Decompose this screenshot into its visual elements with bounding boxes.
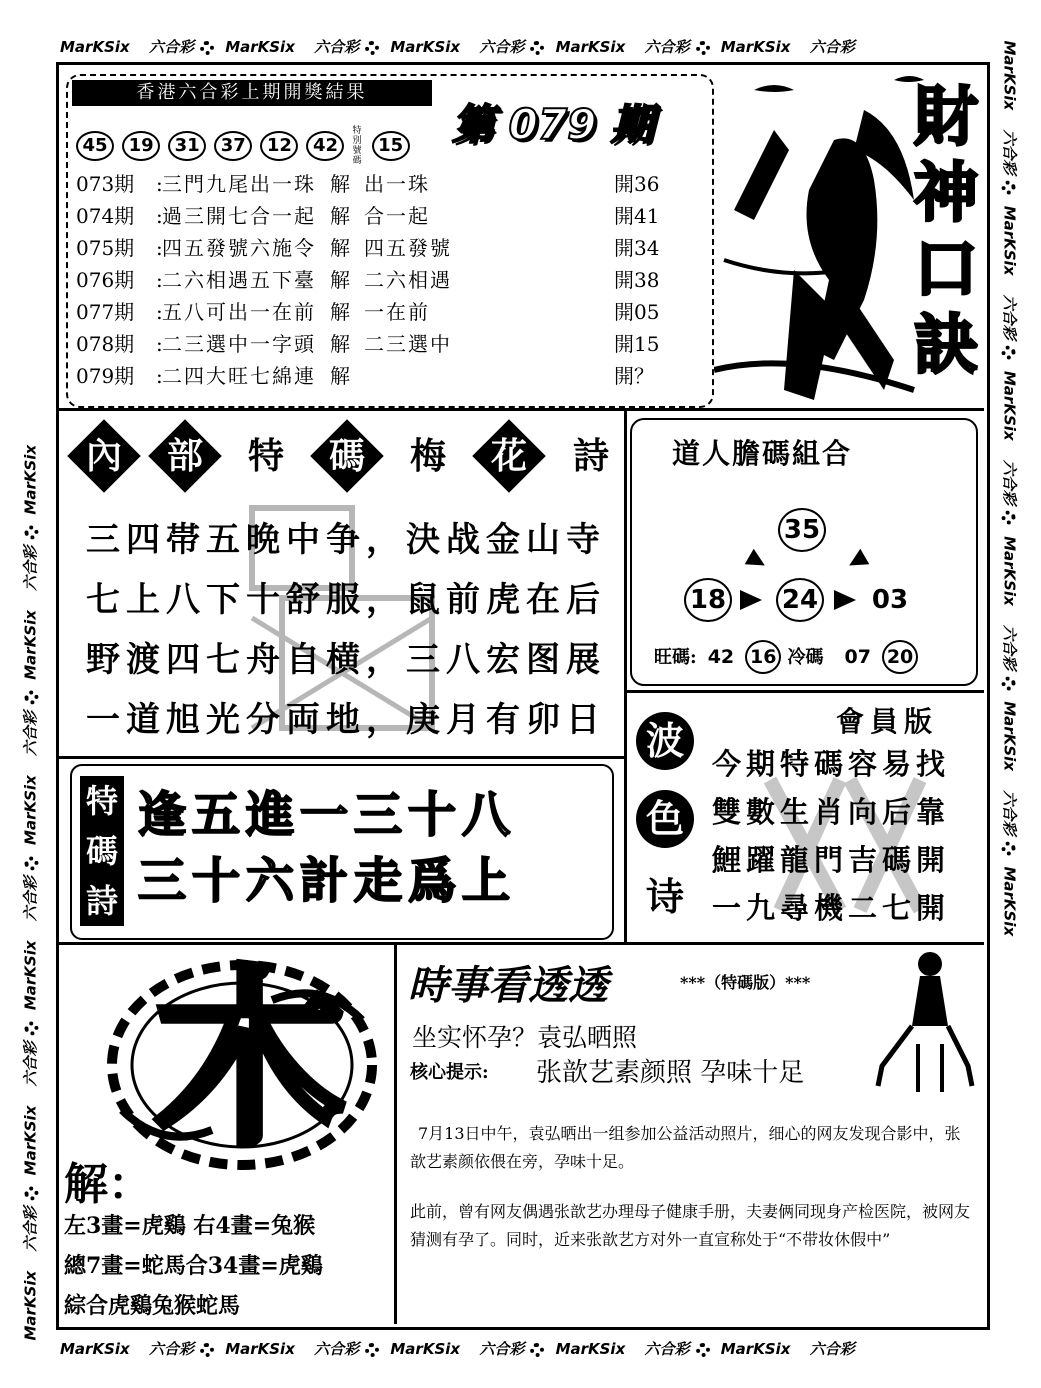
history-solve-label: 解 [330, 364, 350, 388]
brand-cn: 六合彩 [479, 1340, 525, 1358]
news-para2: 此前，曾有网友偶遇张歆艺办理母子健康手册，夫妻俩同现身产检医院，被网友猜测有孕了。同时，近来张歆艺方对外一直宣称处于“不带妆休假中” [410, 1202, 971, 1249]
hot-number: 42 [707, 646, 735, 668]
title-char: 神 [914, 156, 978, 231]
brand-en: MarKSix [1000, 866, 1019, 937]
brand-cn: 六合彩 [21, 545, 40, 591]
wave-poem-line: 雙數生肖向后靠 [712, 795, 951, 829]
history-period: 074期 [76, 204, 135, 228]
brand-en: MarKSix [225, 38, 295, 56]
divider [56, 942, 984, 945]
riddle-solve-line: 左3畫=虎鷄 右4畫=兔猴 [64, 1213, 316, 1239]
brand-cn: 六合彩 [21, 1041, 40, 1087]
history-riddle: 五八可出一在前 [162, 300, 316, 324]
riddle-character: 木 [154, 948, 345, 1171]
history-solve-label: 解 [330, 300, 350, 324]
flower-icon [530, 1343, 544, 1357]
brand-cn: 六合彩 [21, 710, 40, 756]
brand-en: MarKSix [390, 38, 461, 56]
history-result: 開？ [614, 364, 654, 388]
history-period: 079期 [76, 364, 135, 388]
brand-en: MarKSix [1000, 536, 1019, 606]
history-riddle: 二三選中一字頭 [162, 332, 316, 356]
title-diamond: 花 [473, 419, 547, 493]
special-poem-line: 三十六計走爲上 [138, 853, 517, 909]
brand-en: MarKSix [21, 1270, 40, 1341]
special-poem-lines [138, 782, 608, 914]
brand-en: MarKSix [1000, 205, 1019, 276]
flower-icon [530, 41, 544, 55]
news-figure [870, 944, 980, 1098]
title-diamond: 碼 [311, 419, 385, 493]
news-title: 時事看透透 [408, 963, 608, 1009]
history-solve-label: 解 [330, 332, 350, 356]
result-ball: 12 [260, 131, 298, 161]
brand-en: MarKSix [1000, 701, 1019, 771]
title-diamond: 詩 [572, 435, 609, 477]
special-label: 特別號碼 [352, 126, 362, 166]
history-row: 076期 :二六相遇五下臺 解 二六相遇 開38 [76, 264, 696, 296]
history-result: 開15 [614, 332, 660, 356]
brand-en: MarKSix [21, 444, 40, 515]
history-solve-label: 解 [330, 172, 350, 196]
wave-side-char: 色 [636, 790, 694, 848]
history-answer: 合一起 [364, 204, 430, 228]
title-diamond: 梅 [410, 435, 447, 477]
side-char: 詩 [85, 882, 118, 920]
riddle-solve-title: 解： [64, 1159, 152, 1210]
history-riddle: 四五發號六施令 [162, 236, 316, 260]
history-result: 開36 [614, 172, 660, 196]
brand-cn: 六合彩 [1000, 790, 1019, 836]
history-result: 開05 [614, 300, 660, 324]
brand-en: MarKSix [720, 38, 791, 56]
cold-label: 冷碼 [787, 647, 824, 668]
history-answer: 二三選中 [364, 332, 452, 356]
history-riddle: 二四大旺七綿連 [162, 364, 316, 388]
brand-cn: 六合彩 [148, 38, 194, 56]
riddle-solve-line: 總7畫=蛇馬合34畫=虎鷄 [64, 1253, 323, 1279]
brand-cn: 六合彩 [1000, 459, 1019, 505]
flower-icon [200, 41, 214, 55]
brand-cn: 六合彩 [314, 38, 360, 56]
history-row: 077期 :五八可出一在前 解 一在前 開05 [76, 296, 696, 328]
history-row: 079期 :二四大旺七綿連 解 開？ [76, 360, 696, 392]
border-left [20, 41, 41, 1341]
flower-icon [1002, 841, 1016, 855]
wave-poem-edition: 會員版 [836, 705, 939, 738]
history-answer: 二六相遇 [364, 268, 452, 292]
history-period: 073期 [76, 172, 135, 196]
brand-cn: 六合彩 [809, 1340, 855, 1358]
fortune-god-title [908, 80, 984, 384]
flower-icon [200, 1343, 214, 1357]
flower-icon [1002, 676, 1016, 690]
arrow-icon [834, 590, 856, 610]
history-solve-label: 解 [330, 204, 350, 228]
flower-icon [24, 526, 38, 540]
brand-en: MarKSix [60, 1340, 130, 1358]
history-answer: 四五發號 [364, 236, 452, 260]
divider [56, 408, 984, 411]
result-ball: 42 [306, 131, 344, 161]
brand-en: MarKSix [21, 775, 40, 845]
side-char: 碼 [85, 832, 118, 870]
history-answer: 出一珠 [364, 172, 430, 196]
plum-poem-title [66, 430, 622, 482]
brand-en: MarKSix [390, 1340, 461, 1358]
daoren-top-number: 35 [778, 508, 826, 552]
title-diamond: 部 [148, 419, 222, 493]
flower-icon [696, 41, 710, 55]
history-answer: 一在前 [364, 300, 430, 324]
brand-en: MarKSix [555, 38, 626, 56]
poem-line: 野渡四七舟自横，三八宏图展 [86, 640, 606, 680]
result-ball: 37 [214, 131, 252, 161]
arrow-icon [740, 590, 762, 610]
news-hint-label: 核心提示: [410, 1062, 489, 1083]
brand-cn: 六合彩 [644, 1340, 690, 1358]
flower-icon [1002, 511, 1016, 525]
plum-poem-lines [86, 510, 606, 750]
history-result: 開41 [614, 204, 660, 228]
brand-cn: 六合彩 [21, 876, 40, 922]
title-char: 訣 [914, 308, 978, 383]
divider [624, 410, 627, 944]
history-result: 開38 [614, 268, 660, 292]
history-riddle: 二六相遇五下臺 [162, 268, 316, 292]
brand-cn: 六合彩 [1000, 129, 1019, 175]
border-top [60, 36, 855, 57]
flower-icon [1002, 346, 1016, 360]
riddle-solve-lines [64, 1206, 390, 1326]
brand-en: MarKSix [1000, 370, 1019, 441]
border-right [1000, 41, 1021, 1341]
divider [56, 756, 626, 759]
border-bottom [60, 1338, 855, 1359]
brand-en: MarKSix [21, 1105, 40, 1176]
history-period: 075期 [76, 236, 135, 260]
brand-cn: 六合彩 [809, 38, 855, 56]
brand-en: MarKSix [225, 1340, 295, 1358]
brand-cn: 六合彩 [1000, 625, 1019, 671]
flower-icon [696, 1343, 710, 1357]
history-solve-label: 解 [330, 268, 350, 292]
results-balls [76, 126, 413, 166]
history-result: 開34 [614, 236, 660, 260]
wave-poem-line: 一九尋機二七開 [712, 891, 951, 925]
woman-figure-icon [870, 944, 980, 1094]
brand-en: MarKSix [1000, 40, 1019, 111]
cold-number: 07 [844, 646, 871, 668]
flower-icon [24, 856, 38, 870]
side-char: 特 [85, 782, 118, 820]
riddle-solve-line: 綜合虎鷄兔猴蛇馬 [64, 1293, 241, 1319]
brand-cn: 六合彩 [21, 1206, 40, 1252]
divider [624, 690, 984, 693]
special-poem-side [80, 776, 124, 926]
history-solve-label: 解 [330, 236, 350, 260]
news-headline: 坐实怀孕？袁弘晒照 [412, 1023, 638, 1052]
flower-icon [365, 41, 379, 55]
results-title: 香港六合彩上期開獎結果 [72, 80, 432, 106]
brand-en: MarKSix [555, 1340, 626, 1358]
history-row: 074期 :過三開七合一起 解 合一起 開41 [76, 200, 696, 232]
poem-line: 一道旭光分両地，庚月有卯日 [86, 700, 606, 740]
wave-poem-lines [712, 740, 977, 932]
history-riddle: 三門九尾出一珠 [162, 172, 316, 196]
daoren-right-number: 03 [871, 585, 909, 615]
brand-cn: 六合彩 [1000, 294, 1019, 340]
brand-cn: 六合彩 [148, 1340, 194, 1358]
poem-line: 三四帯五晩中争，決战金山寺 [86, 520, 606, 560]
history-period: 076期 [76, 268, 135, 292]
brand-en: MarKSix [21, 610, 40, 680]
brand-en: MarKSix [60, 38, 130, 56]
daoren-hot-cold [654, 640, 918, 674]
news-para1: 7月13日中午，袁弘晒出一组参加公益活动照片，细心的网友发现合影中，张歆艺素颜依偎在旁，孕味十足。 [410, 1124, 961, 1171]
special-ball: 15 [372, 131, 410, 161]
history-row: 078期 :二三選中一字頭 解 二三選中 開15 [76, 328, 696, 360]
flower-icon [24, 691, 38, 705]
news-tag: ***（特碼版）*** [680, 973, 811, 992]
flower-icon [24, 1021, 38, 1035]
brand-cn: 六合彩 [644, 38, 690, 56]
cold-number: 20 [882, 640, 918, 674]
result-ball: 31 [168, 131, 206, 161]
history-period: 078期 [76, 332, 135, 356]
result-ball: 45 [76, 131, 114, 161]
special-poem-line: 逢五進一三十八 [138, 787, 517, 843]
history-period: 077期 [76, 300, 135, 324]
flower-icon [365, 1343, 379, 1357]
flower-icon [24, 1187, 38, 1201]
news-hint: 张歆艺素颜照 孕味十足 [536, 1058, 805, 1088]
title-diamond: 特 [248, 435, 285, 477]
title-char: 口 [914, 232, 978, 307]
brand-en: MarKSix [21, 940, 40, 1011]
daoren-mid-number: 24 [776, 578, 824, 622]
hot-label: 旺碼: [654, 647, 697, 668]
hot-number: 16 [745, 640, 781, 674]
history-row: 073期 :三門九尾出一珠 解 出一珠 開36 [76, 168, 696, 200]
daoren-left-number: 18 [684, 578, 732, 622]
brand-cn: 六合彩 [314, 1340, 360, 1358]
wave-side-char: 波 [636, 712, 694, 770]
history-row: 075期 :四五發號六施令 解 四五發號 開34 [76, 232, 696, 264]
title-diamond: 內 [67, 419, 141, 493]
wave-side-char: 诗 [645, 874, 684, 919]
wave-poem-line: 今期特碼容易找 [712, 747, 951, 781]
divider [394, 942, 397, 1324]
poem-line: 七上八下十舒服，鼠前虎在后 [86, 580, 606, 620]
daoren-title: 道人膽碼組合 [672, 437, 853, 470]
issue-number: 第 079 期 [452, 100, 653, 149]
history-list [76, 168, 696, 392]
title-char: 財 [914, 80, 978, 155]
brand-en: MarKSix [720, 1340, 791, 1358]
result-ball: 19 [122, 131, 160, 161]
wave-poem-line: 鯉躍龍門吉碼開 [712, 843, 951, 877]
history-riddle: 過三開七合一起 [162, 204, 316, 228]
flower-icon [1002, 180, 1016, 194]
brand-cn: 六合彩 [479, 38, 525, 56]
